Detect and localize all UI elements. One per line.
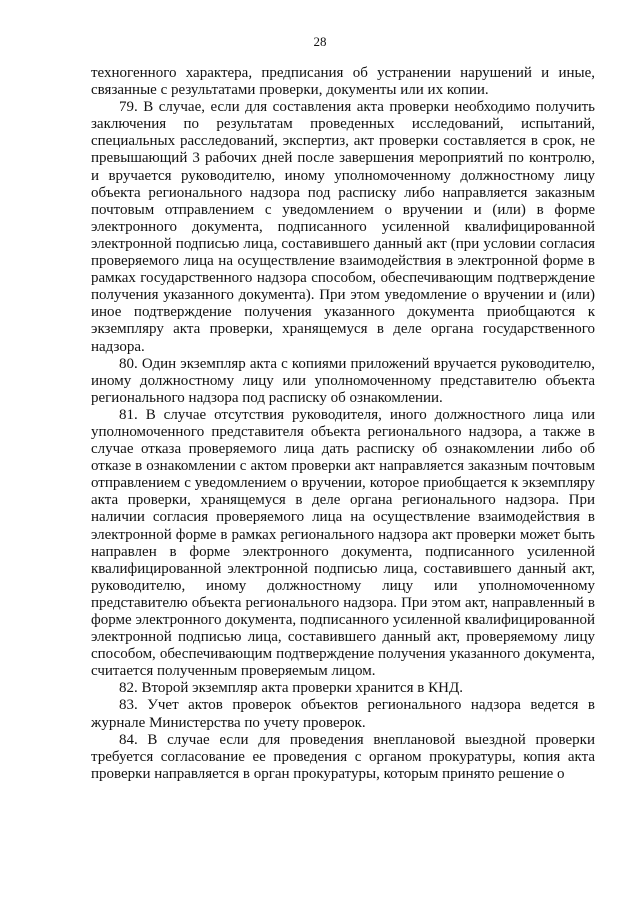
document-body xyxy=(91,65,595,783)
paragraph-80: 80. Один экземпляр акта с копиями приложений вручается руководителю, иному должностному лицу или уполномоченному представителю объекта регионального надзора под расписку об ознакомлении. xyxy=(91,355,595,406)
paragraph-84: 84. В случае если для проведения внеплановой выездной проверки требуется согласование ее проведения с органом прокуратуры, копия акта проверки направляется в орган прокуратуры, которым принято решение о xyxy=(91,731,595,782)
paragraph-81: 81. В случае отсутствия руководителя, иного должностного лица или уполномоченного представителя объекта регионального надзора, а также в случае отказа проверяемого лица дать расписку об ознакомлении либо об отказе в ознакомлении с актом проверки акт направляется заказным почтовым отправлением с уведомлением о вручении, которое приобщается к экземпляру акта проверки, хранящемуся в деле органа регионального надзора. При наличии согласия проверяемого лица на осуществление взаимодействия в электронной форме в рамках регионального надзора акт проверки может быть направлен в форме электронного документа, подписанного усиленной квалифицированной электронной подписью лица, составившего данный акт, руководителю, иному должностному лицу или уполномоченному представителю объекта регионального надзора. При этом акт, направленный в форме электронного документа, подписанного усиленной квалифицированной электронной подписью лица, составившего данный акт, проверяемому лицу способом, обеспечивающим подтверждение получения указанного документа, считается полученным проверяемым лицом. xyxy=(91,406,595,680)
paragraph-79: 79. В случае, если для составления акта проверки необходимо получить заключения по результатам проведенных исследований, испытаний, специальных расследований, экспертиз, акт проверки составляется в срок, не превышающий 3 рабочих дней после завершения мероприятий по контролю, и вручается руководителю, иному уполномоченному должностному лицу объекта регионального надзора под расписку либо направляется заказным почтовым отправлением с уведомлением о вручении и (или) в форме электронного документа, подписанного усиленной квалифицированной электронной подписью лица, составившего данный акт (при условии согласия проверяемого лица на осуществление взаимодействия в электронной форме в рамках государственного надзора способом, обеспечивающим подтверждение получения указанного документа). При этом уведомление о вручении и (или) иное подтверждение получения указанного документа приобщаются к экземпляру акта проверки, хранящемуся в деле органа государственного надзора. xyxy=(91,99,595,355)
paragraph-continuation: техногенного характера, предписания об устранении нарушений и иные, связанные с результатами проверки, документы или их копии. xyxy=(91,65,595,99)
paragraph-83: 83. Учет актов проверок объектов регионального надзора ведется в журнале Министерства по учету проверок. xyxy=(91,697,595,731)
paragraph-82: 82. Второй экземпляр акта проверки хранится в КНД. xyxy=(119,680,463,697)
page-number: 28 xyxy=(313,34,327,49)
